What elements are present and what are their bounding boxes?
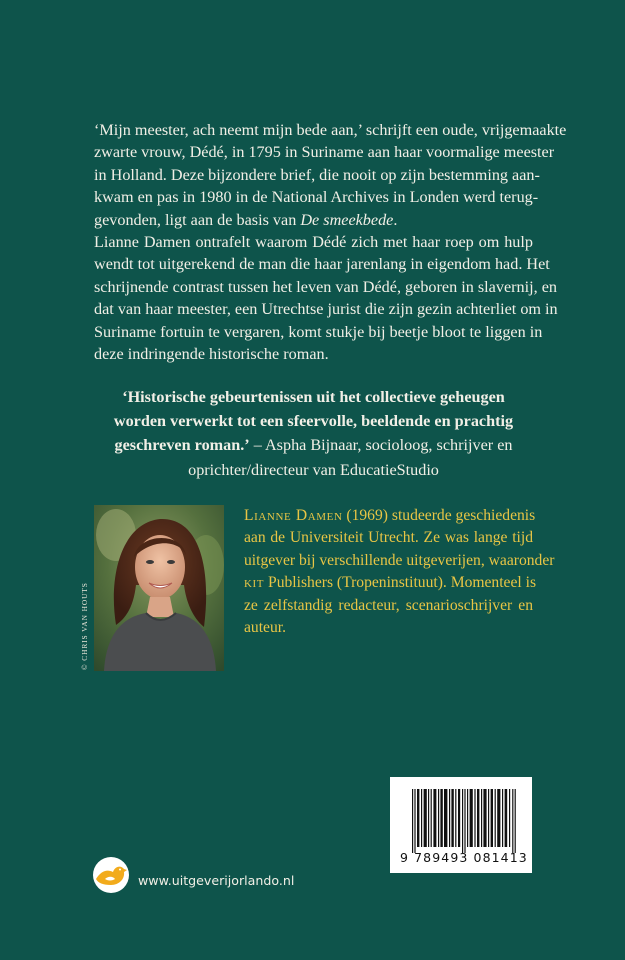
blurb-line: schrijnende contrast tussen het leven van Dédé, geboren in slavernij, en — [94, 277, 557, 296]
quote-line: worden verwerkt tot een sfeervolle, beeldende en prachtig — [113, 412, 514, 431]
bio-line — [244, 505, 536, 527]
blurb-line — [94, 209, 533, 231]
blurb-line: zwarte vrouw, Dédé, in 1795 in Suriname aan haar voormalige meester — [94, 143, 555, 162]
quote-line — [94, 433, 533, 457]
blurb-line: in Holland. Deze bijzondere brief, die nooit op zijn bestemming aan- — [94, 165, 540, 184]
bio-text: Publishers (Tropeninstituut). Momenteel is — [264, 574, 537, 592]
publisher-url-link[interactable]: www.uitgeverijorlando.nl — [138, 873, 295, 888]
bio-line: uitgever bij verschillende uitgeverijen, waaronder — [244, 551, 555, 569]
blurb-line: ‘Mijn meester, ach neemt mijn bede aan,’ schrijft een oude, vrijgemaakte — [94, 121, 567, 139]
author-photo — [94, 505, 224, 671]
bio-line: aan de Universiteit Utrecht. Ze was lange tijd — [244, 529, 533, 547]
blurb-line: Suriname fortuin te vergaren, komt stukje bij beetje bloot te liggen in — [94, 322, 543, 341]
blurb-text: gevonden, ligt aan de basis van — [94, 210, 301, 229]
book-title: De smeekbede — [300, 210, 394, 229]
blurb-line: dat van haar meester, een Utrechtse jurist die zijn gezin achterliet om in — [94, 300, 558, 319]
orlando-bird-logo-icon[interactable] — [93, 857, 129, 893]
isbn-barcode — [390, 777, 532, 873]
blurb-line: kwam en pas in 1980 in de National Archives in Londen werd terug- — [94, 188, 539, 207]
photo-credit: © CHRIS VAN HOUTS — [80, 582, 89, 670]
bio-text: (1969) studeerde geschiedenis — [342, 507, 536, 524]
blurb-line: Lianne Damen ontrafelt waarom Dédé zich met haar roep om hulp — [94, 233, 533, 252]
bio-line: ze zelfstandig redacteur, scenarioschrijver en — [244, 596, 533, 614]
author-bio — [244, 505, 555, 639]
blurb-text: . — [393, 210, 398, 229]
author-name: Lianne Damen — [244, 507, 343, 524]
kit-abbreviation: kit — [244, 574, 265, 592]
quote-text: geschreven roman.’ — [114, 436, 250, 455]
quote-attribution-line: oprichter/directeur van EducatieStudio — [188, 460, 439, 479]
review-quote — [94, 385, 533, 482]
bio-line: auteur. — [244, 619, 286, 637]
bio-line — [244, 572, 537, 594]
author-portrait-icon — [94, 505, 224, 671]
isbn-number: 9 789493 081413 — [400, 850, 528, 865]
barcode-icon — [412, 789, 516, 853]
blurb — [94, 119, 567, 365]
quote-line: ‘Historische gebeurtenissen uit het collectieve geheugen — [122, 388, 505, 406]
quote-attribution: – Aspha Bijnaar, socioloog, schrijver en — [249, 436, 513, 455]
blurb-line: wendt tot uitgerekend de man die haar jarenlang in eigendom had. Het — [94, 255, 550, 274]
blurb-paragraph-2 — [94, 231, 558, 365]
blurb-paragraph-1 — [94, 119, 567, 231]
blurb-line: deze indringende historische roman. — [94, 345, 329, 364]
